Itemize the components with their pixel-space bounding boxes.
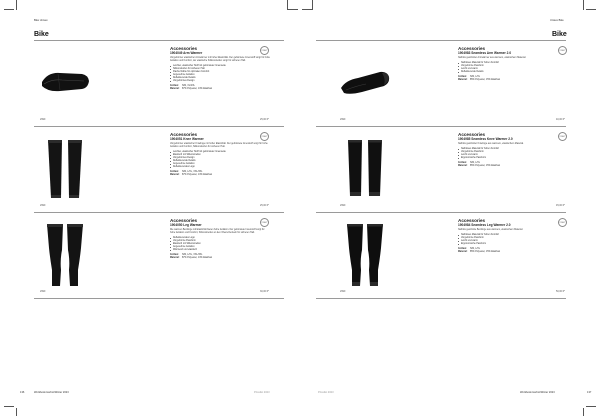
product-name: 1904049 Arm Warmer xyxy=(170,51,203,55)
material-row: Material: 85% Polyester, 15% Elasthan xyxy=(458,165,501,167)
product-price: 40,00 €* xyxy=(556,118,565,121)
page-number: 137 xyxy=(587,391,592,394)
feature-item: Reflektierende Details xyxy=(170,160,270,163)
product-code: 2999 xyxy=(340,204,346,207)
product-entry xyxy=(300,42,600,130)
product-price: 25,00 €* xyxy=(260,204,269,207)
feature-item: Ergonomische Passform xyxy=(458,243,564,246)
product-code: 2999 xyxy=(40,118,46,121)
feature-item: Angenehme Isolation xyxy=(170,246,270,249)
material-row: Material: 87% Polyester, 13% Elasthan xyxy=(170,257,213,259)
running-head: Bike Unisex xyxy=(34,19,48,22)
knee-warmer-image xyxy=(38,134,92,204)
product-text xyxy=(458,218,564,254)
feature-item: Angenehme Isolation xyxy=(170,163,270,166)
crop-mark xyxy=(4,9,14,10)
feature-item: Vorgeformte Passform xyxy=(458,237,564,240)
product-category: Accessories xyxy=(458,218,486,223)
product-entry xyxy=(300,128,600,216)
product-code: 2999 xyxy=(340,118,346,121)
feature-item: Nahtloses Material für hohen Komfort xyxy=(458,148,564,151)
product-description: Nahtlos gestrickter Armwärmer aus warmem, elastischem Material. xyxy=(458,57,527,59)
page-number: 136 xyxy=(20,391,25,394)
feature-item: Leichter, elastischer Stoff mit gebürsteter Innenseite xyxy=(170,151,270,154)
feature-list xyxy=(170,151,270,169)
feature-item: Wärmend und elastisch xyxy=(170,249,270,252)
divider xyxy=(316,212,566,213)
seamless-leg-warmer-image xyxy=(338,220,392,290)
crop-mark xyxy=(583,0,584,10)
sizes-row: Größen: S/M, L/XL, XXL/3XL xyxy=(170,254,203,256)
feature-item: Elastisch mit Silikonstreifen xyxy=(170,154,270,157)
product-name: 1904984 Seamless Leg Warmer 2.0 xyxy=(458,223,511,227)
feature-item: Leicht und warm xyxy=(458,154,564,157)
product-text xyxy=(458,132,564,168)
crop-mark xyxy=(586,9,596,10)
feature-list xyxy=(170,237,270,252)
product-entry xyxy=(0,214,300,302)
section-title: Bike xyxy=(552,31,567,38)
feature-item: Elastisch mit Silikonstreifen xyxy=(170,243,270,246)
product-code: 2999 xyxy=(340,290,346,293)
divider xyxy=(34,126,284,127)
divider xyxy=(316,40,566,41)
feature-item: Nahtloses Material für hohen Komfort xyxy=(458,234,564,237)
sizes-row: Größen: S/M, L/XL xyxy=(458,248,481,250)
feature-item: Vorgeformtes Design xyxy=(170,157,270,160)
material-row: Material: 85% Polyester, 15% Elasthan xyxy=(458,251,501,253)
running-head: Unisex Bike xyxy=(550,19,564,22)
sizes-row: Größen: S/M, XL/2XL xyxy=(170,85,195,87)
feature-item: Leichter, elastischer Stoff mit gebürsteter Innenseite xyxy=(170,65,270,68)
sizes-row: Größen: S/M, L/XL xyxy=(458,76,481,78)
product-text xyxy=(458,46,564,82)
crop-mark xyxy=(287,0,288,10)
footer-title: Workbook Herbst/Winter 2023 xyxy=(34,391,69,394)
feature-item: Reflektierendes Logo xyxy=(170,237,270,240)
sizes-row: Größen: S/M, L/XL xyxy=(458,162,481,164)
material-row: Material: 87% Polyester, 13% Elasthan xyxy=(170,174,213,176)
seamless-knee-warmer-image xyxy=(338,134,392,204)
product-name: 1904050 Leg Warmer xyxy=(170,223,202,227)
footer-title: Workbook Herbst/Winter 2023 xyxy=(520,391,555,394)
divider xyxy=(34,40,284,41)
seamless-arm-warmer-image xyxy=(338,48,392,118)
crop-mark xyxy=(302,9,312,10)
product-price: 30,00 €* xyxy=(260,290,269,293)
feature-item: Ergonomische Passform xyxy=(458,157,564,160)
product-category: Accessories xyxy=(458,132,486,137)
feature-item: Leicht und warm xyxy=(458,68,564,71)
product-description: Vorgeformter elastischer Knielinge mit hoher Elastizität. Der gebürstete Innenstoff sorgt für hohe Isolation und Komfort, Silikonstreifen für sicheren Halt. xyxy=(170,143,268,148)
product-name: 1904985 Seamless Knee Warmer 2.0 xyxy=(458,137,513,141)
section-title: Bike xyxy=(34,31,49,38)
crop-mark xyxy=(288,9,298,10)
footer-date: Pricelist 2023 xyxy=(254,391,270,394)
product-entry xyxy=(0,42,300,130)
product-price: 50,00 €* xyxy=(556,290,565,293)
product-entry xyxy=(0,128,300,216)
product-price: 45,00 €* xyxy=(556,204,565,207)
divider xyxy=(34,298,284,299)
brand-logo: CRAFT xyxy=(260,218,269,227)
feature-list xyxy=(458,234,564,246)
feature-item: Reflektierendes Logo xyxy=(170,166,270,169)
product-description: Die warmen Beinlinge mit Elastizität bieten hohe Isolation. Der gebürstete Innenstoff sorgt für hohe Isolation und Komfort, Silikonstreifen an den Oberschenkeln für sicheren Halt. xyxy=(170,229,265,234)
brand-logo: CRAFT xyxy=(260,132,269,141)
divider xyxy=(316,126,566,127)
crop-mark xyxy=(16,408,17,416)
crop-mark xyxy=(583,408,584,416)
crop-mark xyxy=(586,406,596,407)
feature-list xyxy=(458,148,564,160)
feature-item: Reflektierende Details xyxy=(170,77,270,80)
material-row: Material: 87% Polyester, 13% Elasthan xyxy=(170,88,213,90)
brand-logo: CRAFT xyxy=(558,46,567,55)
product-text xyxy=(170,218,270,260)
product-code: 2999 xyxy=(40,204,46,207)
product-description: Nahtlos gestrickter Knielinge aus warmem, elastischem Material. xyxy=(458,143,524,145)
feature-item: Vorgeformte Passform xyxy=(458,65,564,68)
sizes-row: Größen: S/M, L/XL, XXL/3XL xyxy=(170,171,203,173)
feature-item: Angenehme Isolation xyxy=(170,74,270,77)
arm-warmer-image xyxy=(38,48,92,118)
crop-mark xyxy=(4,406,14,407)
material-row: Material: 85% Polyester, 15% Elasthan xyxy=(458,79,501,81)
product-description: Vorgeformter elastischer Armwärmer mit hoher Elastizität. Der gebürstete Innenstoff sorgt für hohe Isolation und Komfort, der elastische Silikonstreifen sorgt für sicheren Halt. xyxy=(170,57,270,62)
product-text xyxy=(170,46,270,91)
right-page xyxy=(300,0,600,416)
product-name: 1904983 Seamless Arm Warmer 2.0 xyxy=(458,51,512,55)
feature-item: Nahtloses Material für hohen Komfort xyxy=(458,62,564,65)
product-category: Accessories xyxy=(170,218,198,223)
divider xyxy=(34,212,284,213)
feature-list xyxy=(458,62,564,74)
product-entry xyxy=(300,214,600,302)
leg-warmer-image xyxy=(38,220,92,290)
crop-mark xyxy=(312,0,313,10)
brand-logo: CRAFT xyxy=(260,46,269,55)
product-text xyxy=(170,132,270,177)
product-code: 2999 xyxy=(40,290,46,293)
divider xyxy=(316,298,566,299)
crop-mark xyxy=(16,0,17,10)
product-name: 1904051 Knee Warmer xyxy=(170,137,204,141)
product-category: Accessories xyxy=(458,46,486,51)
product-description: Nahtlos gestrickte Beinlinge aus warmem, elastischem Material. xyxy=(458,229,523,231)
feature-item: Vorgeformtes Design xyxy=(170,80,270,83)
feature-item: Vorgeformte Passform xyxy=(170,240,270,243)
feature-list xyxy=(170,65,270,83)
feature-item: Reflektierende Details xyxy=(458,71,564,74)
feature-item: Vorgeformte Passform xyxy=(458,151,564,154)
feature-item: Leicht und warm xyxy=(458,240,564,243)
product-category: Accessories xyxy=(170,46,198,51)
product-category: Accessories xyxy=(170,132,198,137)
feature-item: Flache Nähte für optimalen Komfort xyxy=(170,71,270,74)
brand-logo: CRAFT xyxy=(558,218,567,227)
brand-logo: CRAFT xyxy=(558,132,567,141)
footer-date: Pricelist 2023 xyxy=(318,391,334,394)
feature-item: Silikonstreifen für sicheren Halt xyxy=(170,68,270,71)
product-price: 25,00 €* xyxy=(260,118,269,121)
